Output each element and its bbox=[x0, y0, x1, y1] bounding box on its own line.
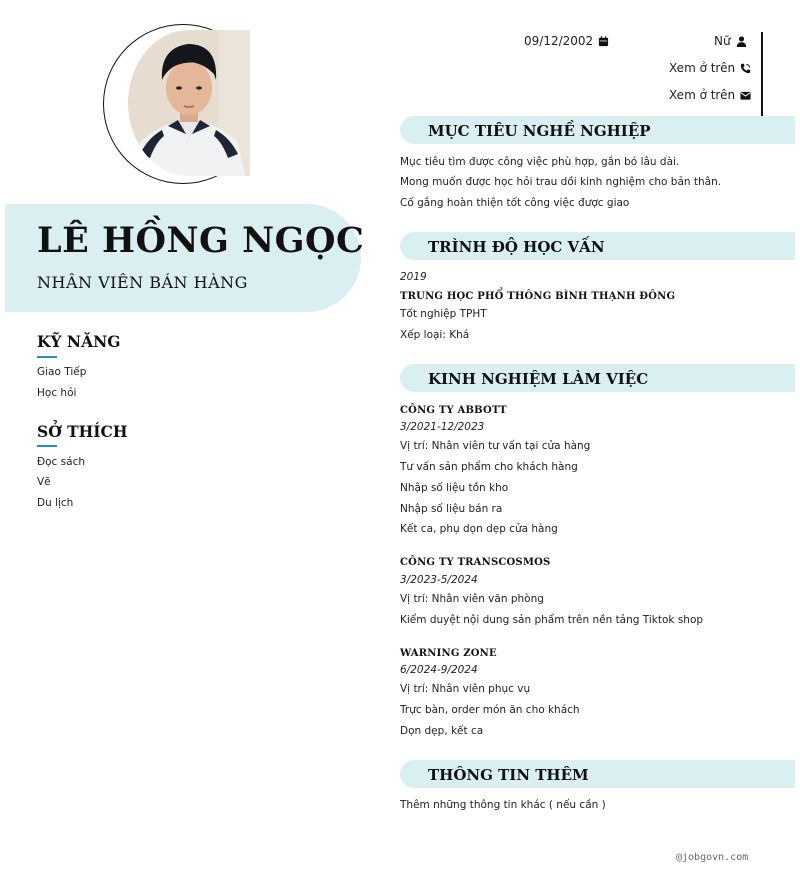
email-row bbox=[669, 88, 751, 102]
education-year: 2019 bbox=[400, 271, 427, 283]
person-icon bbox=[736, 36, 747, 47]
contact-divider bbox=[761, 32, 763, 116]
watermark: @jobgovn.com bbox=[676, 852, 749, 863]
job-period: 3/2023-5/2024 bbox=[400, 574, 478, 586]
phone-value: Xem ở trên bbox=[669, 61, 736, 75]
phone-icon bbox=[740, 63, 751, 74]
job-line: Trực bàn, order món ăn cho khách bbox=[400, 704, 580, 716]
job-line: Nhập số liệu tồn kho bbox=[400, 482, 509, 494]
extra-line: Thêm những thông tin khác ( nếu cần ) bbox=[400, 799, 606, 811]
gender-row bbox=[714, 34, 747, 48]
email-value: Xem ở trên bbox=[669, 88, 736, 102]
job-line: Kết ca, phụ dọn dẹp cửa hàng bbox=[400, 523, 558, 535]
birthdate-row bbox=[524, 34, 609, 48]
objective-line: Mục tiêu tìm được công việc phù hợp, gắn bó lâu dài. bbox=[400, 156, 680, 168]
gender-value: Nữ bbox=[714, 34, 731, 48]
job-line: Vị trí: Nhân viên tư vấn tại cửa hàng bbox=[400, 440, 591, 452]
phone-row bbox=[669, 61, 751, 75]
hobbies-heading: SỞ THÍCH bbox=[37, 422, 128, 441]
job-company: CÔNG TY ABBOTT bbox=[400, 405, 507, 416]
job-line: Dọn dẹp, kết ca bbox=[400, 725, 484, 737]
education-line: Xếp loại: Khá bbox=[400, 329, 470, 341]
job-line: Vị trí: Nhân viên văn phòng bbox=[400, 593, 544, 605]
job-line: Tư vấn sản phẩm cho khách hàng bbox=[400, 461, 578, 473]
objective-heading: MỤC TIÊU NGHỀ NGHIỆP bbox=[428, 122, 651, 140]
objective-line: Mong muốn được học hỏi trau dồi kinh nghiệm cho bản thân. bbox=[400, 176, 722, 188]
extra-heading: THÔNG TIN THÊM bbox=[428, 766, 589, 784]
birthdate-value: 09/12/2002 bbox=[524, 34, 594, 48]
hobby-item: Vẽ bbox=[37, 476, 51, 488]
job-title: NHÂN VIÊN BÁN HÀNG bbox=[37, 273, 248, 292]
skill-item: Giao Tiếp bbox=[37, 366, 87, 378]
candidate-name: LÊ HỒNG NGỌC bbox=[37, 220, 365, 261]
education-school: TRUNG HỌC PHỔ THÔNG BÌNH THẠNH ĐÔNG bbox=[400, 291, 676, 302]
skills-heading: KỸ NĂNG bbox=[37, 332, 121, 351]
experience-heading: KINH NGHIỆM LÀM VIỆC bbox=[428, 370, 649, 388]
job-line: Nhập số liệu bán ra bbox=[400, 503, 503, 515]
avatar bbox=[128, 30, 250, 176]
hobbies-rule bbox=[37, 445, 57, 447]
job-period: 6/2024-9/2024 bbox=[400, 664, 478, 676]
calendar-icon bbox=[598, 36, 609, 47]
objective-line: Cố gắng hoàn thiện tốt công việc được giao bbox=[400, 197, 630, 209]
mail-icon bbox=[740, 90, 751, 101]
hobby-item: Du lịch bbox=[37, 497, 74, 509]
job-company: WARNING ZONE bbox=[400, 648, 497, 659]
skill-item: Học hỏi bbox=[37, 387, 77, 399]
job-line: Vị trí: Nhân viên phục vụ bbox=[400, 683, 531, 695]
skills-rule bbox=[37, 356, 57, 358]
job-company: CÔNG TY TRANSCOSMOS bbox=[400, 557, 551, 568]
education-line: Tốt nghiệp TPHT bbox=[400, 308, 487, 320]
education-heading: TRÌNH ĐỘ HỌC VẤN bbox=[428, 238, 605, 256]
hobby-item: Đọc sách bbox=[37, 456, 86, 468]
job-period: 3/2021-12/2023 bbox=[400, 421, 485, 433]
job-line: Kiểm duyệt nội dung sản phẩm trên nền tảng Tiktok shop bbox=[400, 614, 704, 626]
